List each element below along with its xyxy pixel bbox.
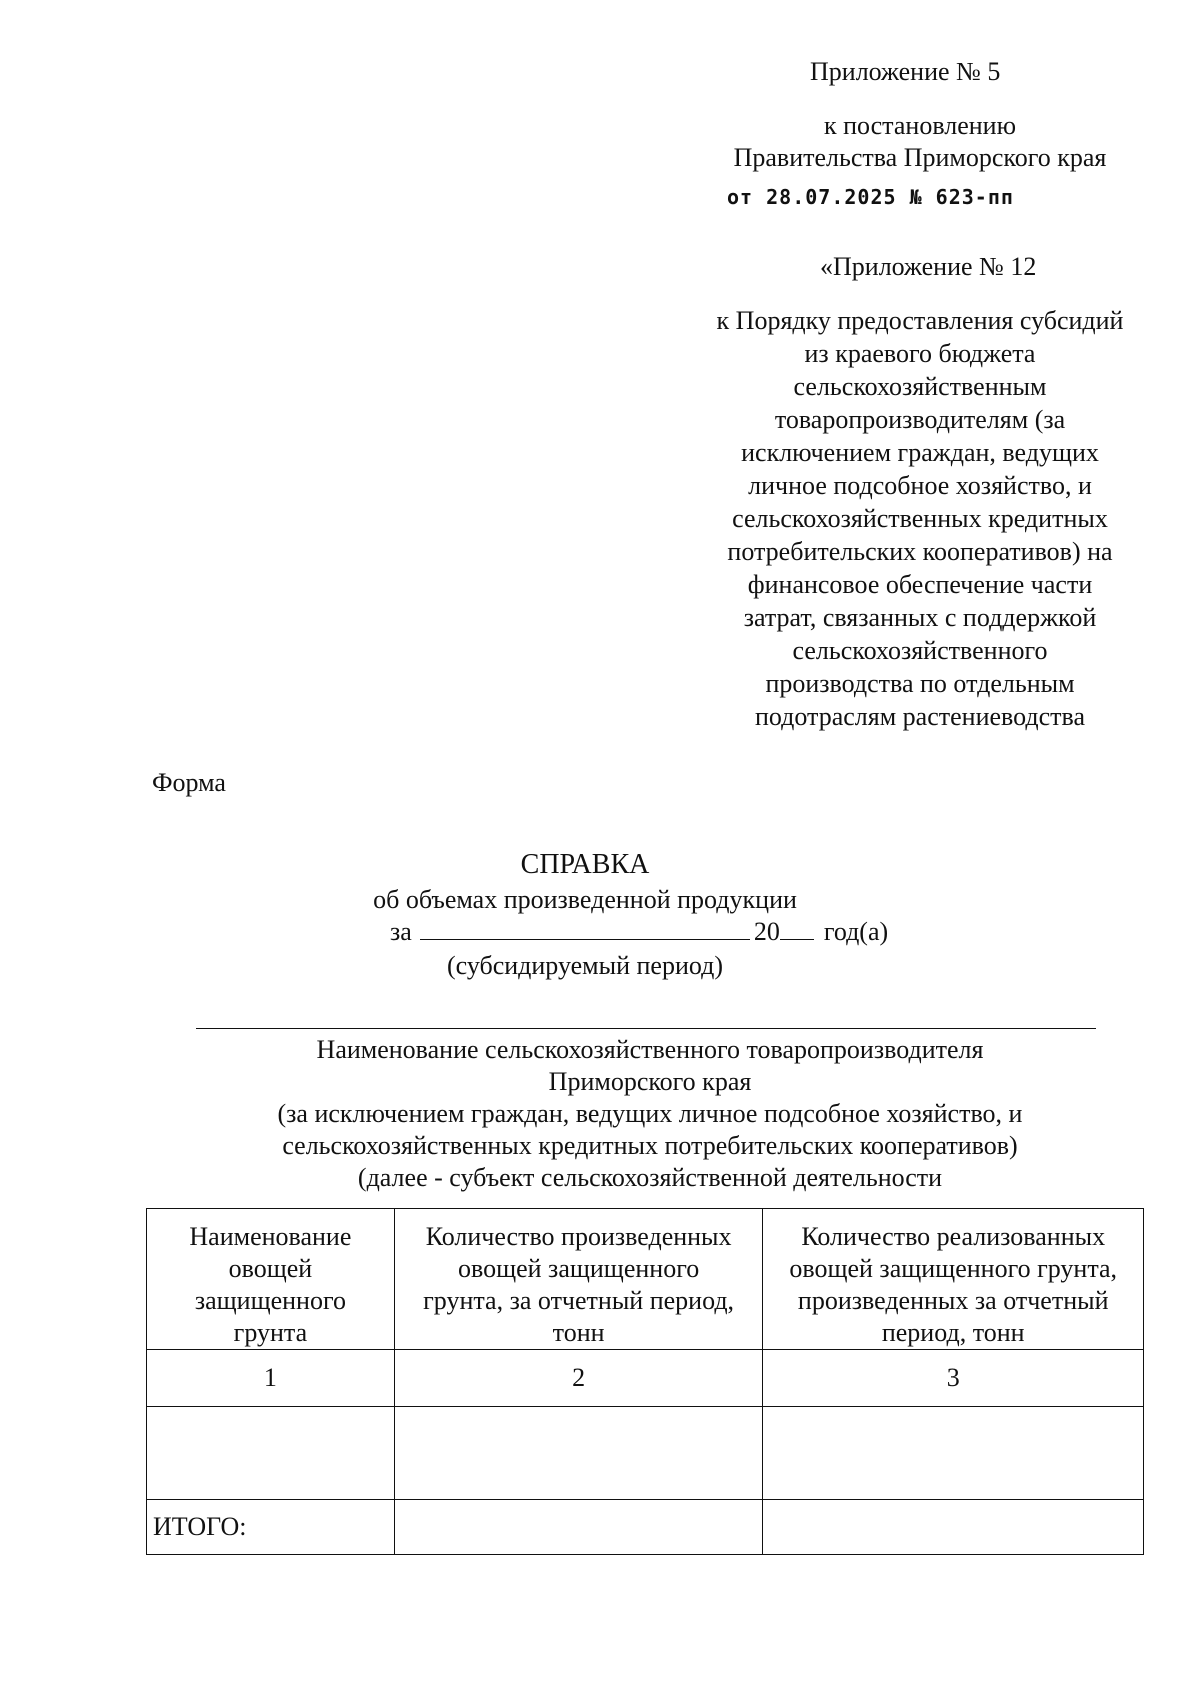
period-hint: (субсидируемый период) [446,951,724,980]
certificate-title: СПРАВКА [520,849,650,880]
procedure-line: исключением граждан, ведущих [741,438,1099,467]
column-number: 1 [147,1350,395,1407]
procedure-line: товаропроизводителям (за [774,405,1066,434]
total-produced-cell[interactable] [394,1500,763,1555]
producer-caption-line: (далее - субъект сельскохозяйственной деятельности [357,1163,943,1192]
column-header-produced-quantity [394,1209,763,1350]
period-suffix: год(а) [823,917,889,946]
column-header-vegetable-name [147,1209,395,1350]
column-number: 3 [763,1350,1144,1407]
producer-caption-line: Приморского края [548,1067,752,1096]
header-line: овощей защищенного грунта, [789,1254,1118,1283]
table-row [147,1407,1144,1500]
header-line: тонн [552,1318,605,1347]
form-label: Форма [152,768,226,797]
sold-quantity-cell[interactable] [763,1407,1144,1500]
certificate-subtitle: об объемах произведенной продукции [373,885,797,914]
header-line: грунта [233,1318,308,1347]
procedure-line: личное подсобное хозяйство, и [748,471,1092,500]
period-line [390,917,888,947]
procedure-line: затрат, связанных с поддержкой [743,603,1097,632]
column-header-sold-quantity [763,1209,1144,1350]
header-line: овощей защищенного [457,1254,700,1283]
vegetable-name-cell[interactable] [147,1407,395,1500]
procedure-line: сельскохозяйственных кредитных [732,504,1108,533]
period-blank-field[interactable] [420,917,750,940]
header-line: грунта, за отчетный период, [423,1286,735,1315]
total-row [147,1500,1144,1555]
producer-caption-line: (за исключением граждан, ведущих личное подсобное хозяйство, и [277,1099,1023,1128]
procedure-line: подотраслям растениеводства [754,702,1085,731]
procedure-line: из краевого бюджета [804,339,1036,368]
header-line: защищенного [194,1286,346,1315]
header-line: Наименование [189,1222,352,1251]
period-year-prefix: 20 [753,917,780,946]
production-volume-table [146,1208,1144,1555]
header-line: период, тонн [881,1318,1025,1347]
annex-title: «Приложение № 12 [820,252,1037,281]
resolution-reference [690,110,1150,174]
resolution-number-stamp: от 28.07.2025 № 623-пп [727,185,1014,209]
table-header-row [147,1209,1144,1350]
header-line: овощей [228,1254,313,1283]
produced-quantity-cell[interactable] [394,1407,763,1500]
procedure-line: потребительских кооперативов) на [727,537,1113,566]
procedure-line: к Порядку предоставления субсидий [716,306,1124,335]
appendix-title: Приложение № 5 [810,57,1001,86]
header-line: Количество произведенных [425,1222,732,1251]
period-prefix: за [390,917,412,946]
total-label: ИТОГО: [147,1500,395,1555]
resolution-line: Правительства Приморского края [733,143,1107,172]
producer-caption [130,1034,1170,1194]
producer-name-blank-field[interactable] [196,1028,1096,1029]
procedure-reference [660,304,1180,733]
header-line: Количество реализованных [801,1222,1106,1251]
total-sold-cell[interactable] [763,1500,1144,1555]
producer-caption-line: сельскохозяйственных кредитных потребительских кооперативов) [282,1131,1018,1160]
producer-caption-line: Наименование сельскохозяйственного товаропроизводителя [316,1035,984,1064]
procedure-line: производства по отдельным [765,669,1075,698]
column-number: 2 [394,1350,763,1407]
procedure-line: сельскохозяйственного [792,636,1048,665]
procedure-line: сельскохозяйственным [793,372,1047,401]
year-blank-field[interactable] [780,917,814,940]
resolution-line: к постановлению [823,111,1017,140]
column-number-row [147,1350,1144,1407]
header-line: произведенных за отчетный [797,1286,1109,1315]
procedure-line: финансовое обеспечение части [747,570,1093,599]
